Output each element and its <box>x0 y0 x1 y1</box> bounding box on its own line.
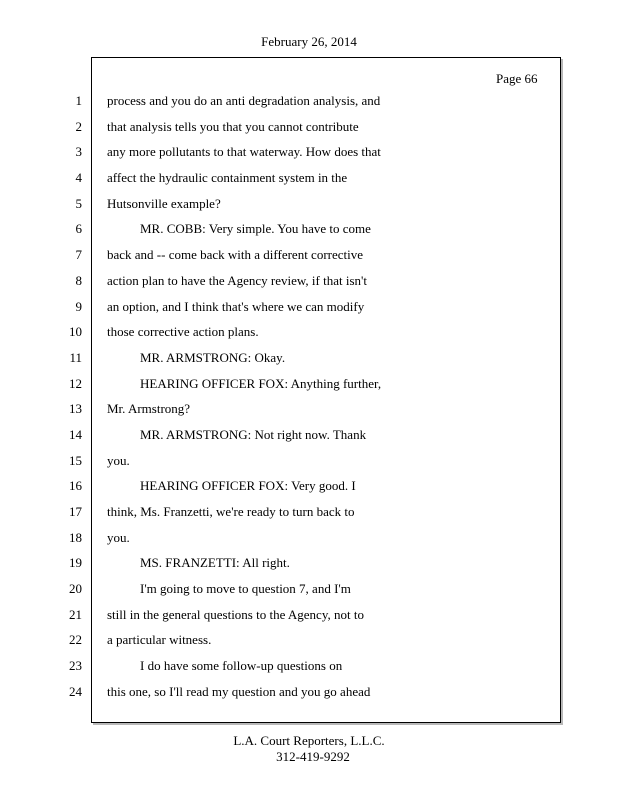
line-text: Mr. Armstrong? <box>107 401 191 417</box>
line-number: 19 <box>69 555 82 571</box>
line-text: that analysis tells you that you cannot contribute <box>107 118 359 134</box>
line-text: I'm going to move to question 7, and I'm <box>140 581 351 597</box>
line-text: MS. FRANZETTI: All right. <box>140 555 290 571</box>
line-number: 13 <box>69 401 82 417</box>
line-text: HEARING OFFICER FOX: Anything further, <box>140 375 382 391</box>
page-number: Page 66 <box>496 71 538 86</box>
line-text: action plan to have the Agency review, if that isn't <box>107 272 367 288</box>
line-text: those corrective action plans. <box>107 324 259 340</box>
line-text: back and -- come back with a different corrective <box>107 247 364 263</box>
transcript-line <box>0 88 618 114</box>
line-text: you. <box>107 452 130 468</box>
transcript-line <box>0 422 618 448</box>
line-number: 21 <box>69 606 82 622</box>
transcript-line <box>0 396 618 422</box>
line-number: 6 <box>75 221 82 237</box>
line-text: think, Ms. Franzetti, we're ready to turn back to <box>107 504 355 519</box>
line-text: still in the general questions to the Agency, not to <box>107 606 364 622</box>
transcript-line <box>0 525 618 551</box>
transcript-line <box>0 216 618 242</box>
transcript-line <box>0 550 618 576</box>
line-number: 14 <box>69 426 82 442</box>
transcript-line <box>0 576 618 602</box>
line-text: any more pollutants to that waterway. How does that <box>107 144 381 160</box>
transcript-lines <box>0 88 618 705</box>
line-number: 23 <box>69 658 82 674</box>
line-number: 7 <box>75 247 82 263</box>
line-number: 3 <box>75 144 82 160</box>
line-number: 11 <box>69 349 82 365</box>
line-number: 18 <box>69 529 82 545</box>
line-text: you. <box>107 529 130 545</box>
line-text: an option, and I think that's where we can modify <box>107 298 365 314</box>
transcript-line <box>0 165 618 191</box>
transcript-line <box>0 473 618 499</box>
line-text: HEARING OFFICER FOX: Very good. I <box>140 478 356 494</box>
line-text: I do have some follow-up questions on <box>140 658 343 674</box>
header-date: February 26, 2014 <box>261 34 357 49</box>
line-number: 1 <box>75 93 82 108</box>
transcript-line <box>0 602 618 628</box>
line-number: 10 <box>69 324 82 340</box>
transcript-line <box>0 499 618 525</box>
transcript-line <box>0 294 618 320</box>
transcript-line <box>0 653 618 679</box>
line-text: Hutsonville example? <box>107 195 221 211</box>
line-number: 17 <box>69 504 82 519</box>
line-number: 4 <box>75 170 82 186</box>
line-number: 9 <box>75 298 82 314</box>
line-number: 15 <box>69 452 82 468</box>
line-text: a particular witness. <box>107 632 212 648</box>
line-text: MR. COBB: Very simple. You have to come <box>140 221 371 237</box>
transcript-line <box>0 114 618 140</box>
line-text: affect the hydraulic containment system in the <box>107 170 348 186</box>
line-text: this one, so I'll read my question and you go ahead <box>107 683 371 699</box>
transcript-line <box>0 242 618 268</box>
line-text: MR. ARMSTRONG: Not right now. Thank <box>140 426 367 442</box>
transcript-line <box>0 345 618 371</box>
transcript-line <box>0 319 618 345</box>
transcript-line <box>0 268 618 294</box>
line-text: MR. ARMSTRONG: Okay. <box>140 349 286 365</box>
line-number: 22 <box>69 632 82 648</box>
line-number: 12 <box>69 375 82 391</box>
transcript-line <box>0 448 618 474</box>
line-number: 24 <box>69 683 82 699</box>
line-number: 20 <box>69 581 82 597</box>
footer-company: L.A. Court Reporters, L.L.C. <box>233 733 385 748</box>
transcript-line <box>0 139 618 165</box>
transcript-line <box>0 679 618 705</box>
line-text: process and you do an anti degradation analysis, and <box>107 93 381 108</box>
line-number: 5 <box>75 195 82 211</box>
transcript-line <box>0 191 618 217</box>
transcript-line <box>0 371 618 397</box>
line-number: 2 <box>75 118 82 134</box>
line-number: 16 <box>69 478 82 494</box>
footer-phone: 312-419-9292 <box>276 749 350 764</box>
line-number: 8 <box>75 272 82 288</box>
transcript-line <box>0 627 618 653</box>
